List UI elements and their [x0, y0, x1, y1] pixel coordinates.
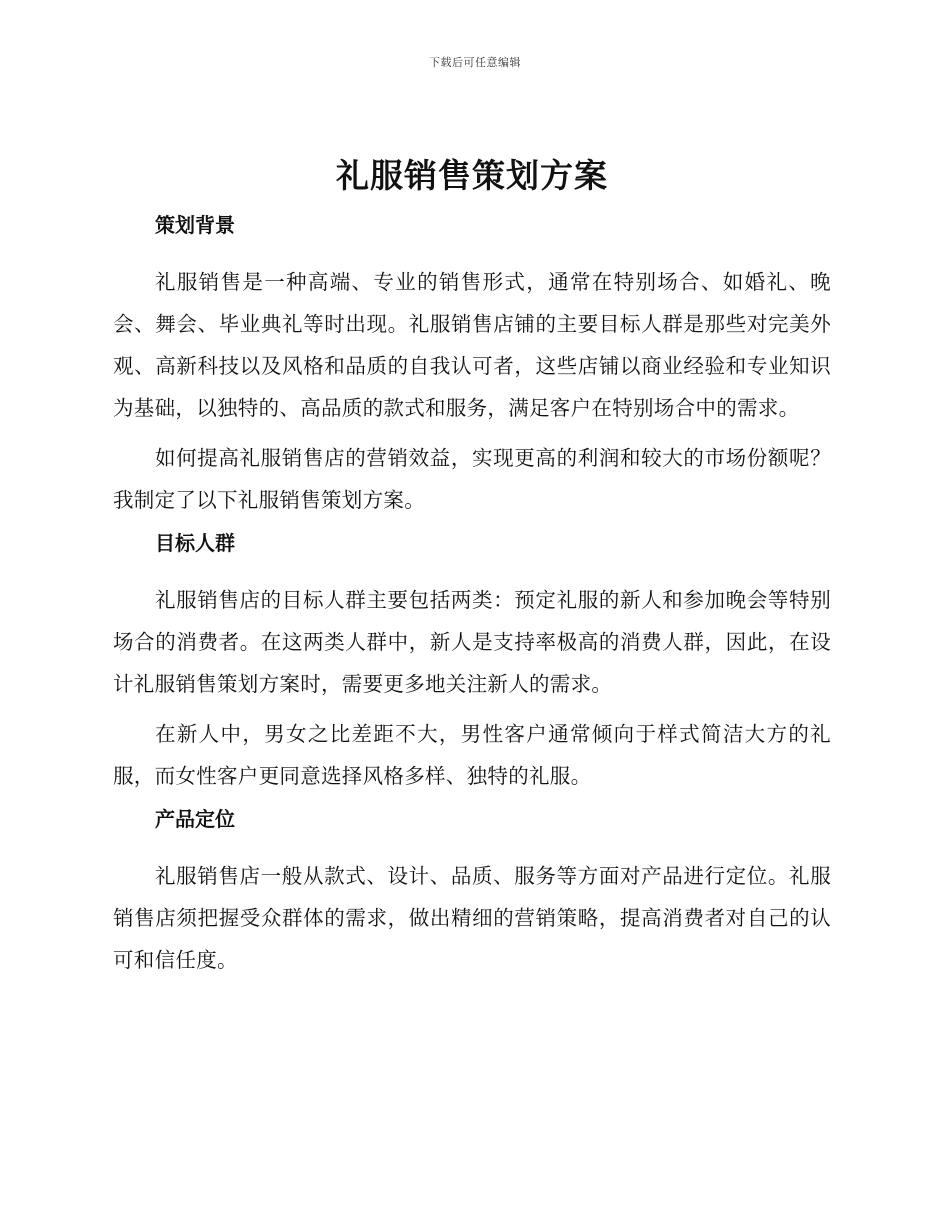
section-target-audience — [113, 529, 831, 797]
page-header-note: 下载后可任意编辑 — [429, 56, 521, 69]
paragraph: 礼服销售是一种高端、专业的销售形式，通常在特别场合、如婚礼、晚会、舞会、毕业典礼等时出现。礼服销售店铺的主要目标人群是那些对完美外观、高新科技以及风格和品质的自我认可者，这些店铺以商业经验和专业知识为基础，以独特的、高品质的款式和服务，满足客户在特别场合中的需求。 — [113, 270, 831, 420]
document-title: 礼服销售策划方案 — [336, 156, 608, 195]
document-body — [113, 150, 831, 989]
paragraph: 如何提高礼服销售店的营销效益，实现更高的利润和较大的市场份额呢？我制定了以下礼服销售策划方案。 — [113, 446, 831, 512]
paragraph: 礼服销售店的目标人群主要包括两类：预定礼服的新人和参加晚会等特别场合的消费者。在这两类人群中，新人是支持率极高的消费人群，因此，在设计礼服销售策划方案时，需要更多地关注新人的需求。 — [113, 588, 831, 696]
section-heading: 产品定位 — [155, 807, 235, 831]
section-heading: 策划背景 — [155, 213, 235, 237]
section-heading: 目标人群 — [155, 531, 235, 555]
paragraph: 礼服销售店一般从款式、设计、品质、服务等方面对产品进行定位。礼服销售店须把握受众群体的需求，做出精细的营销策略，提高消费者对自己的认可和信任度。 — [113, 864, 831, 972]
paragraph: 在新人中，男女之比差距不大，男性客户通常倾向于样式简洁大方的礼服，而女性客户更同意选择风格多样、独特的礼服。 — [113, 722, 831, 788]
section-product-positioning — [113, 805, 831, 981]
section-background — [113, 211, 831, 521]
